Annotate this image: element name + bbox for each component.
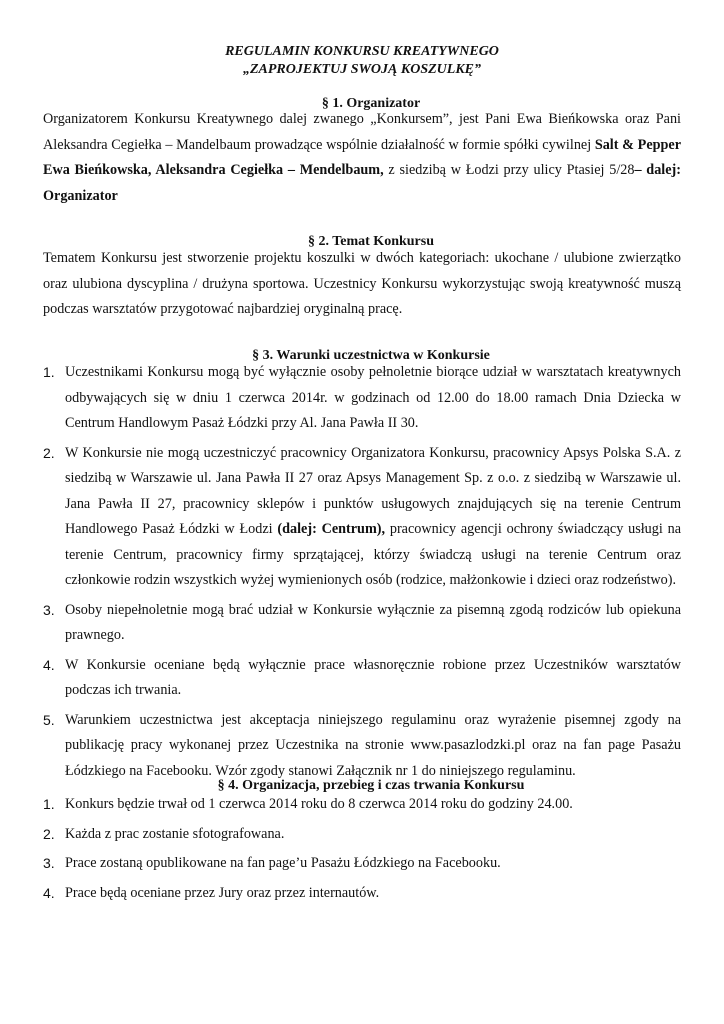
list-item-text: Prace zostaną opublikowane na fan page’u Pasażu Łódzkiego na Facebooku.	[65, 855, 501, 871]
section-1-paragraph	[43, 107, 681, 209]
section-3-list	[43, 360, 681, 788]
list-item-text: Prace będą oceniane przez Jury oraz przez internautów.	[65, 884, 380, 901]
list-item-text: W Konkursie oceniane będą wyłącznie prace własnoręcznie robione przez Uczestników warsztatów podczas ich trwania.	[65, 656, 681, 698]
section-4-heading: § 4. Organizacja, przebieg i czas trwania Konkursu	[217, 778, 525, 793]
list-number: 1.	[43, 796, 55, 812]
list-number: 4.	[43, 884, 55, 901]
list-item-text: Uczestnikami Konkursu mogą być wyłącznie osoby pełnoletnie biorące udział w warsztatach kreatywnych odbywających się w dniu 1 czerwca 2014r. w godzinach od 12.00 do 18.00 ramach Dnia Dziecka w Centrum Handlowym Pasaż Łódzki przy Al. Jana Pawła II 30.	[65, 364, 681, 431]
list-number: 3.	[43, 855, 55, 871]
section-3-heading: § 3. Warunki uczestnictwa w Konkursie	[252, 348, 490, 363]
list-number: 2.	[43, 825, 55, 842]
section-3-item-5	[43, 708, 681, 785]
document-title-line-2: „ZAPROJEKTUJ SWOJĄ KOSZULKĘ”	[242, 62, 482, 77]
list-number: 4.	[43, 656, 55, 673]
section-3-item-2	[43, 441, 681, 594]
list-number: 3.	[43, 601, 55, 618]
section-4-item-1	[43, 792, 681, 818]
section-1-heading: § 1. Organizator	[321, 96, 421, 111]
list-item-text: Osoby niepełnoletnie mogą brać udział w Konkursie wyłącznie za pisemną zgodą rodziców lub opiekuna prawnego.	[65, 601, 681, 643]
list-item-text: Każda z prac zostanie sfotografowana.	[65, 825, 285, 842]
section-4-list	[43, 792, 681, 910]
section-3-item-4	[43, 653, 681, 704]
list-number: 5.	[43, 711, 55, 728]
list-number: 1.	[43, 364, 55, 380]
document-title-line-1: REGULAMIN KONKURSU KREATYWNEGO	[225, 44, 499, 59]
item-2-text-b: pracownicy agencji ochrony świadczący usługi na terenie Centrum, pracownicy firmy sprzątającej, którzy świadczą usługi na terenie Centrum oraz członkowie rodzin wszystkich wyżej wymienionych osób (rodzice, małżonkowie i dzieci oraz rodzeństwo).	[65, 521, 682, 588]
section-4-item-4	[43, 881, 681, 907]
section-2-heading: § 2. Temat Konkursu	[307, 234, 435, 249]
section-1-text-a: Organizatorem Konkursu Kreatywnego dalej zwanego „Konkursem”, jest Pani Ewa Bieńkowska oraz Pani Aleksandra Cegiełka – Mandelbaum prowadzące wspólnie działalność w formie spółki cywilnej	[43, 111, 681, 153]
item-2-bold: (dalej: Centrum),	[277, 521, 386, 537]
section-3-item-3	[43, 598, 681, 649]
list-item-text: Konkurs będzie trwał od 1 czerwca 2014 roku do 8 czerwca 2014 roku do godziny 24.00.	[65, 796, 573, 812]
section-2-paragraph: Tematem Konkursu jest stworzenie projektu koszulki w dwóch kategoriach: ukochane / ulubione zwierzątko oraz ulubiona dyscyplina / drużyna sportowa. Uczestnicy Konkursu wykorzystując swoją kreatywność muszą podczas warsztatów przygotować najbardziej oryginalną pracę.	[43, 250, 681, 317]
section-1-text-b: z siedzibą w Łodzi przy ulicy Ptasiej 5/28	[383, 162, 635, 178]
section-1-bold-a: Salt & Pepper Ewa Bieńkowska, Aleksandra Cegiełka – Mendelbaum,	[43, 136, 681, 178]
list-item-text: Warunkiem uczestnictwa jest akceptacja niniejszego regulaminu oraz wyrażenie pisemnej zgody na publikację pracy wykonanej przez Uczestnika na stronie www.pasazlodzki.pl oraz na fan page Pasażu Łódzkiego na Facebooku. Wzór zgody stanowi Załącznik nr 1 do niniejszego regulaminu.	[65, 711, 681, 779]
section-3-item-1	[43, 360, 681, 437]
item-2-text-a: W Konkursie nie mogą uczestniczyć pracownicy Organizatora Konkursu, pracownicy Apsys Polska S.A. z siedzibą w Warszawie ul. Jana Pawła II 27 oraz Apsys Management Sp. z o.o. z siedzibą w Warszawie ul. Jana Pawła II 27, pracownicy sklepów i punktów usługowych znajdujących się na terenie Centrum Handlowego Pasaż Łódzki w Łodzi	[65, 444, 681, 537]
list-number: 2.	[43, 444, 55, 461]
section-4-item-2	[43, 822, 681, 848]
list-item-text	[65, 441, 681, 594]
section-1-bold-b: – dalej: Organizator	[43, 162, 681, 204]
section-4-item-3	[43, 851, 681, 877]
